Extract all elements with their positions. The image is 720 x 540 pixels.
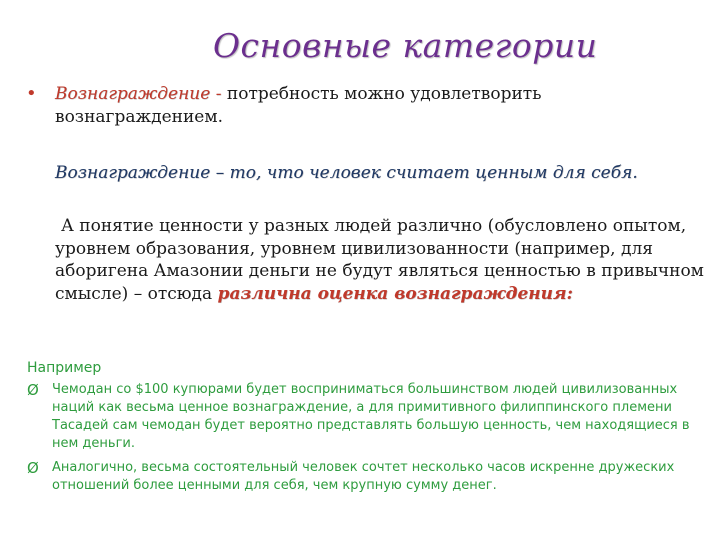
example-item-suitcase: Чемодан со $100 купюрами будет восприниматься большинством людей цивилизованных наций как весьма ценное вознаграждение, а для примитивного филиппинского племени Тасадей сам чемодан будет вероятно представлять большую ценность, чем находящиеся в нем деньги. [52, 382, 690, 451]
value-paragraph-emphasis: различна оценка вознаграждения: [217, 283, 573, 304]
reward-meaning-line: Вознаграждение – то, что человек считает ценным для себя. [55, 163, 638, 183]
reward-term: Вознаграждение - [55, 84, 222, 104]
reward-rest-line2: вознаграждением. [55, 106, 223, 127]
reward-definition-paragraph [55, 83, 705, 128]
example-item-friendship: Аналогично, весьма состоятельный человек сочтет несколько часов искренне дружеских отношений более ценными для себя, чем крупную сумму денег. [52, 460, 675, 493]
slide-title: Основные категории [213, 26, 598, 65]
value-paragraph [55, 215, 705, 305]
value-paragraph-text: А понятие ценности у разных людей различно (обусловлено опытом, уровнем образования, уровнем цивилизованности (например, для аборигена Амазонии деньги не будут являться ценностью в привычном смысле) – отсюда [55, 216, 704, 304]
reward-rest-line1: потребность можно удовлетворить [221, 84, 542, 104]
arrow-bullet-icon: Ø [27, 459, 39, 477]
examples-heading: Например [27, 360, 102, 376]
bullet-icon: • [26, 83, 37, 104]
arrow-bullet-icon: Ø [27, 381, 39, 399]
